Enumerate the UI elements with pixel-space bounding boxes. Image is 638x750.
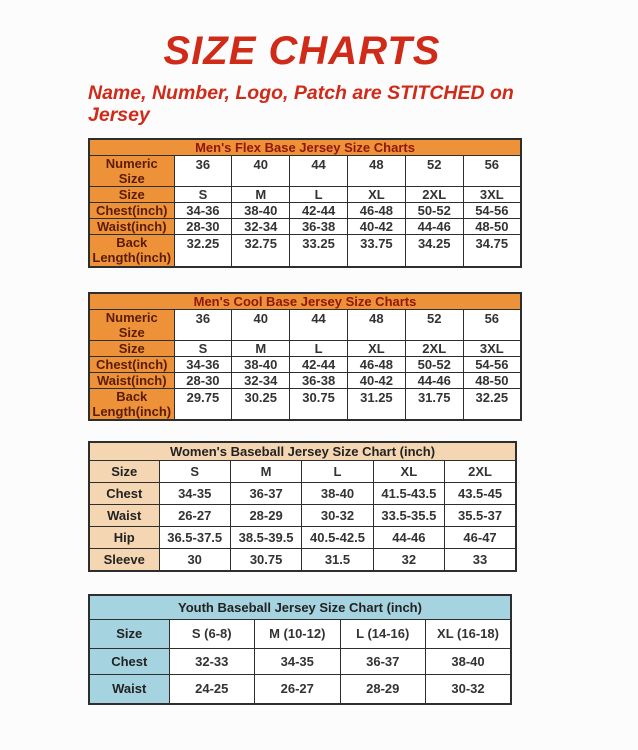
- table-row: [89, 309, 521, 340]
- row-label: Chest: [89, 648, 169, 674]
- cell-value: 32.25: [174, 235, 232, 267]
- row-label: Hip: [89, 527, 159, 549]
- cell-value: 40: [232, 309, 290, 340]
- cell-value: L: [290, 340, 348, 356]
- cell-value: 44-46: [373, 527, 444, 549]
- table-row: [89, 549, 516, 571]
- table-row: [89, 356, 521, 372]
- table-title: Women's Baseball Jersey Size Chart (inch): [89, 442, 516, 461]
- cell-value: 30.25: [232, 388, 290, 420]
- table-title: Youth Baseball Jersey Size Chart (inch): [89, 595, 511, 620]
- table-row: [89, 388, 521, 420]
- cell-value: 38-40: [232, 356, 290, 372]
- cell-value: 36.5-37.5: [159, 527, 230, 549]
- cell-value: 33.75: [347, 235, 405, 267]
- cell-value: 28-29: [230, 505, 301, 527]
- cell-value: 56: [463, 309, 521, 340]
- cell-value: M: [232, 340, 290, 356]
- cell-value: XL: [347, 340, 405, 356]
- cell-value: M (10-12): [255, 619, 341, 648]
- cell-value: 24-25: [169, 674, 255, 704]
- size-table-youth-baseball: [88, 594, 512, 706]
- cell-value: 36: [174, 309, 232, 340]
- cell-value: 29.75: [174, 388, 232, 420]
- cell-value: M: [232, 187, 290, 203]
- page-title: SIZE CHARTS: [163, 29, 441, 73]
- cell-value: 26-27: [159, 505, 230, 527]
- table-row: [89, 505, 516, 527]
- table-row: [89, 187, 521, 203]
- cell-value: 32: [373, 549, 444, 571]
- cell-value: 2XL: [405, 187, 463, 203]
- table-row: [89, 619, 511, 648]
- cell-value: 35.5-37: [445, 505, 516, 527]
- cell-value: 34-36: [174, 356, 232, 372]
- cell-value: 34.25: [405, 235, 463, 267]
- cell-value: 34-35: [159, 483, 230, 505]
- cell-value: 30.75: [230, 549, 301, 571]
- cell-value: 30-32: [302, 505, 373, 527]
- cell-value: 56: [463, 156, 521, 187]
- table-row: [89, 203, 521, 219]
- row-label: Back Length(inch): [89, 388, 174, 420]
- table-title-row: [89, 442, 516, 461]
- cell-value: 44: [290, 309, 348, 340]
- cell-value: 36-37: [230, 483, 301, 505]
- cell-value: 28-29: [340, 674, 426, 704]
- page-subtitle: Name, Number, Logo, Patch are STITCHED on Jersey: [88, 82, 514, 126]
- cell-value: 34-35: [255, 648, 341, 674]
- cell-value: 34.75: [463, 235, 521, 267]
- table-row: [89, 372, 521, 388]
- size-table-mens-cool-base: [88, 292, 522, 422]
- cell-value: 50-52: [405, 203, 463, 219]
- cell-value: 2XL: [405, 340, 463, 356]
- cell-value: L (14-16): [340, 619, 426, 648]
- cell-value: S: [159, 461, 230, 483]
- cell-value: L: [302, 461, 373, 483]
- cell-value: 52: [405, 309, 463, 340]
- row-label: Waist: [89, 505, 159, 527]
- cell-value: 38-40: [302, 483, 373, 505]
- table-row: [89, 219, 521, 235]
- cell-value: 30: [159, 549, 230, 571]
- row-label: Back Length(inch): [89, 235, 174, 267]
- cell-value: 33.5-35.5: [373, 505, 444, 527]
- row-label: Waist(inch): [89, 372, 174, 388]
- cell-value: 36-38: [290, 219, 348, 235]
- cell-value: S: [174, 340, 232, 356]
- cell-value: 46-48: [347, 356, 405, 372]
- cell-value: 50-52: [405, 356, 463, 372]
- cell-value: 40: [232, 156, 290, 187]
- cell-value: 40-42: [347, 219, 405, 235]
- table-row: [89, 235, 521, 267]
- cell-value: 26-27: [255, 674, 341, 704]
- cell-value: 54-56: [463, 203, 521, 219]
- cell-value: 38-40: [426, 648, 512, 674]
- row-label: Chest: [89, 483, 159, 505]
- row-label: Size: [89, 340, 174, 356]
- row-label: Waist(inch): [89, 219, 174, 235]
- cell-value: 38-40: [232, 203, 290, 219]
- cell-value: 3XL: [463, 187, 521, 203]
- cell-value: XL (16-18): [426, 619, 512, 648]
- table-row: [89, 483, 516, 505]
- cell-value: 48: [347, 309, 405, 340]
- row-label: Numeric Size: [89, 309, 174, 340]
- size-table-womens-baseball: [88, 441, 517, 572]
- cell-value: S: [174, 187, 232, 203]
- cell-value: 28-30: [174, 372, 232, 388]
- row-label: Chest(inch): [89, 356, 174, 372]
- row-label: Sleeve: [89, 549, 159, 571]
- cell-value: 32-33: [169, 648, 255, 674]
- cell-value: 44: [290, 156, 348, 187]
- table-row: [89, 674, 511, 704]
- row-label: Waist: [89, 674, 169, 704]
- cell-value: 46-47: [445, 527, 516, 549]
- cell-value: S (6-8): [169, 619, 255, 648]
- size-table-mens-flex-base: [88, 138, 522, 268]
- table-row: [89, 340, 521, 356]
- row-label: Size: [89, 619, 169, 648]
- cell-value: 43.5-45: [445, 483, 516, 505]
- cell-value: 41.5-43.5: [373, 483, 444, 505]
- cell-value: M: [230, 461, 301, 483]
- cell-value: 48-50: [463, 219, 521, 235]
- cell-value: 40.5-42.5: [302, 527, 373, 549]
- table-row: [89, 648, 511, 674]
- cell-value: 30-32: [426, 674, 512, 704]
- table-title-row: [89, 595, 511, 620]
- cell-value: 31.75: [405, 388, 463, 420]
- cell-value: 31.25: [347, 388, 405, 420]
- cell-value: 33: [445, 549, 516, 571]
- cell-value: 32.75: [232, 235, 290, 267]
- cell-value: 36: [174, 156, 232, 187]
- row-label: Size: [89, 187, 174, 203]
- cell-value: 30.75: [290, 388, 348, 420]
- cell-value: 40-42: [347, 372, 405, 388]
- cell-value: 32-34: [232, 219, 290, 235]
- cell-value: 3XL: [463, 340, 521, 356]
- row-label: Chest(inch): [89, 203, 174, 219]
- cell-value: 48: [347, 156, 405, 187]
- cell-value: 33.25: [290, 235, 348, 267]
- table-row: [89, 156, 521, 187]
- cell-value: 46-48: [347, 203, 405, 219]
- table-title: Men's Cool Base Jersey Size Charts: [89, 293, 521, 310]
- table-row: [89, 461, 516, 483]
- cell-value: 48-50: [463, 372, 521, 388]
- cell-value: 36-37: [340, 648, 426, 674]
- row-label: Numeric Size: [89, 156, 174, 187]
- table-title-row: [89, 139, 521, 156]
- cell-value: 31.5: [302, 549, 373, 571]
- cell-value: 44-46: [405, 372, 463, 388]
- cell-value: XL: [373, 461, 444, 483]
- table-title: Men's Flex Base Jersey Size Charts: [89, 139, 521, 156]
- cell-value: L: [290, 187, 348, 203]
- cell-value: 44-46: [405, 219, 463, 235]
- tables-container: [88, 138, 638, 705]
- cell-value: 54-56: [463, 356, 521, 372]
- cell-value: XL: [347, 187, 405, 203]
- cell-value: 38.5-39.5: [230, 527, 301, 549]
- table-row: [89, 527, 516, 549]
- table-title-row: [89, 293, 521, 310]
- cell-value: 2XL: [445, 461, 516, 483]
- cell-value: 34-36: [174, 203, 232, 219]
- cell-value: 42-44: [290, 356, 348, 372]
- cell-value: 32.25: [463, 388, 521, 420]
- cell-value: 36-38: [290, 372, 348, 388]
- cell-value: 28-30: [174, 219, 232, 235]
- cell-value: 52: [405, 156, 463, 187]
- cell-value: 32-34: [232, 372, 290, 388]
- cell-value: 42-44: [290, 203, 348, 219]
- row-label: Size: [89, 461, 159, 483]
